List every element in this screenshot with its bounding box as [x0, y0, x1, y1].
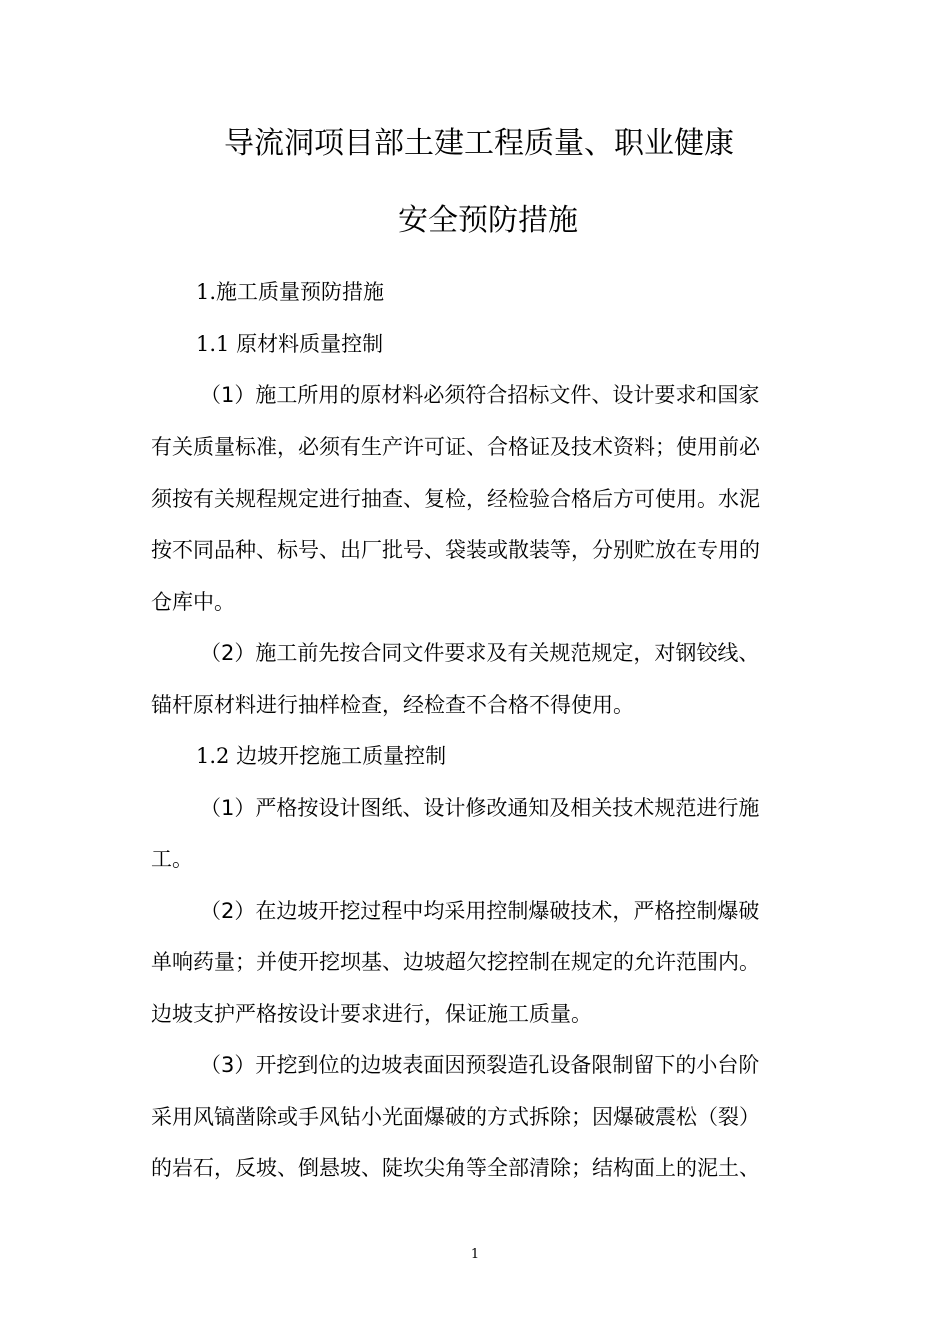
paragraph-line: 采用风镐凿除或手风钻小光面爆破的方式拆除；因爆破震松（裂）: [151, 1105, 760, 1129]
document-title-line-2: 安全预防措施: [398, 203, 578, 238]
paragraph-line: （2）在边坡开挖过程中均采用控制爆破技术，严格控制爆破: [200, 899, 760, 923]
paragraph-line: 仓库中。: [151, 590, 235, 614]
paragraph-line: 单响药量；并使开挖坝基、边坡超欠挖控制在规定的允许范围内。: [151, 950, 760, 974]
subsection-heading-1-2: 1.2 边坡开挖施工质量控制: [196, 744, 447, 768]
paragraph-line: （3）开挖到位的边坡表面因预裂造孔设备限制留下的小台阶: [200, 1053, 760, 1077]
document-title-line-1: 导流洞项目部土建工程质量、职业健康: [224, 126, 734, 161]
subsection-heading-1-1: 1.1 原材料质量控制: [196, 332, 384, 356]
paragraph-line: 锚杆原材料进行抽样检查，经检查不合格不得使用。: [151, 693, 634, 717]
paragraph-line: （1）施工所用的原材料必须符合招标文件、设计要求和国家: [200, 383, 760, 407]
page-number: 1: [470, 1247, 480, 1262]
paragraph-line: 有关质量标准，必须有生产许可证、合格证及技术资料；使用前必: [151, 435, 760, 459]
paragraph-line: 的岩石，反坡、倒悬坡、陡坎尖角等全部清除；结构面上的泥土、: [151, 1156, 760, 1180]
paragraph-line: 边坡支护严格按设计要求进行，保证施工质量。: [151, 1002, 592, 1026]
paragraph-line: （1）严格按设计图纸、设计修改通知及相关技术规范进行施: [200, 796, 760, 820]
paragraph-line: （2）施工前先按合同文件要求及有关规范规定，对钢铰线、: [200, 641, 760, 665]
paragraph-line: 按不同品种、标号、出厂批号、袋装或散装等，分别贮放在专用的: [151, 538, 760, 562]
paragraph-line: 工。: [151, 847, 193, 871]
section-heading-1: 1.施工质量预防措施: [196, 280, 385, 304]
paragraph-line: 须按有关规程规定进行抽查、复检，经检验合格后方可使用。水泥: [151, 487, 760, 511]
